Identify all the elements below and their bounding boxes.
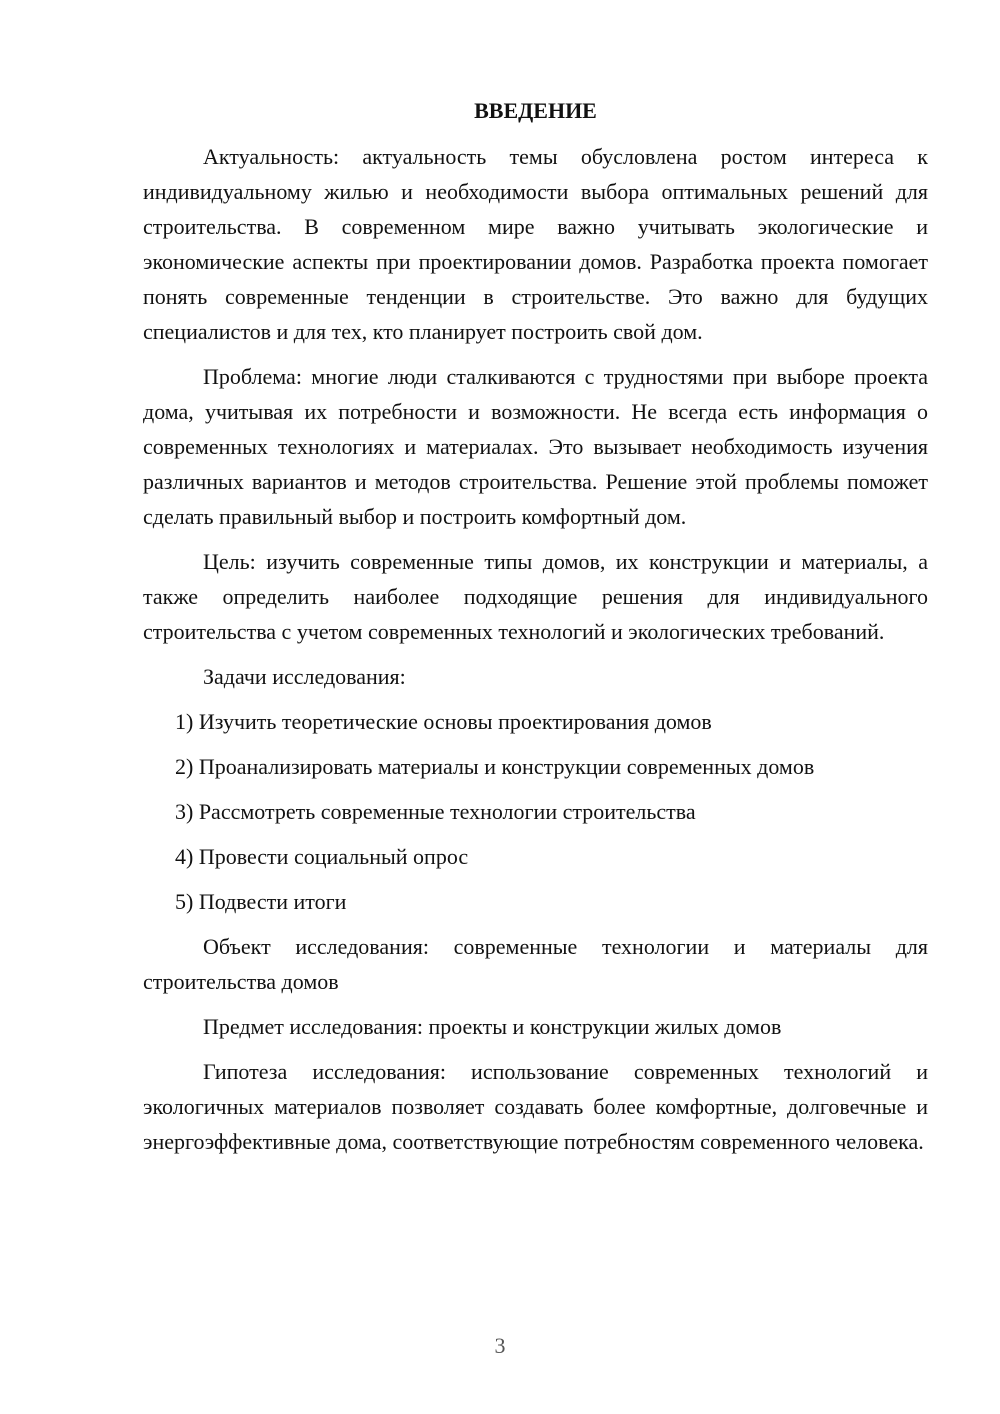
relevance-paragraph: Актуальность: актуальность темы обусловлена ростом интереса к индивидуальному жилью и необходимости выбора оптимальных решений для строительства. В современном мире важно учитывать экологические и экономические аспекты при проектировании домов. Разработка проекта помогает понять современные тенденции в строительстве. Это важно для будущих специалистов и для тех, кто планирует построить свой дом. — [143, 144, 928, 344]
task-item: 5) Подвести итоги — [175, 889, 347, 914]
task-list — [143, 704, 928, 919]
goal-paragraph: Цель: изучить современные типы домов, их конструкции и материалы, а также определить наиболее подходящие решения для индивидуального строительства с учетом современных технологий и экологических требований. — [143, 549, 928, 644]
hypothesis-paragraph: Гипотеза исследования: использование современных технологий и экологичных материалов позволяет создавать более комфортные, долговечные и энергоэффективные дома, соответствующие потребностям современного человека. — [143, 1059, 928, 1154]
document-page — [143, 95, 928, 1169]
task-item: 4) Провести социальный опрос — [175, 844, 469, 869]
problem-paragraph: Проблема: многие люди сталкиваются с трудностями при выборе проекта дома, учитывая их потребности и возможности. Не всегда есть информация о современных технологиях и материалах. Это вызывает необходимость изучения различных вариантов и методов строительства. Решение этой проблемы поможет сделать правильный выбор и построить комфортный дом. — [143, 364, 928, 529]
tasks-title: Задачи исследования: — [203, 664, 406, 689]
task-item: 1) Изучить теоретические основы проектирования домов — [175, 709, 712, 734]
task-item: 2) Проанализировать материалы и конструкции современных домов — [175, 754, 815, 779]
section-heading: ВВЕДЕНИЕ — [474, 98, 597, 123]
object-paragraph: Объект исследования: современные технологии и материалы для строительства домов — [143, 934, 928, 994]
task-item: 3) Рассмотреть современные технологии строительства — [175, 799, 696, 824]
subject-paragraph: Предмет исследования: проекты и конструкции жилых домов — [203, 1014, 782, 1039]
page-number: 3 — [494, 1333, 506, 1358]
